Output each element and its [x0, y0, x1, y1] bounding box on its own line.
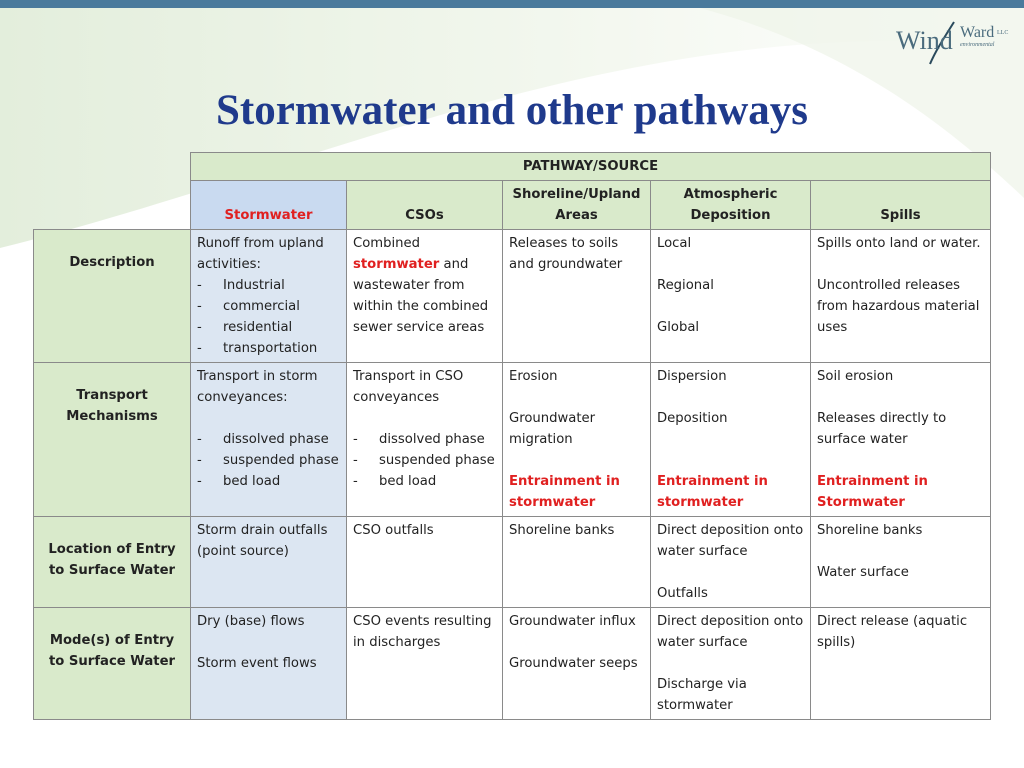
- cell-text: Releases directly to surface water: [817, 411, 947, 447]
- top-accent-bar: [0, 0, 1024, 8]
- cell-text: Shoreline banks: [817, 523, 923, 538]
- cell-text: Global: [657, 320, 700, 335]
- table-row-mode: [34, 608, 991, 720]
- logo-ward-text: Ward: [960, 24, 995, 41]
- cell-text: Direct deposition onto water surface: [657, 614, 804, 650]
- list-item: - residential: [197, 317, 340, 338]
- slide-title: Stormwater and other pathways: [215, 87, 809, 134]
- table-row-location: [34, 517, 991, 608]
- list-item-text: suspended phase: [223, 453, 339, 468]
- cell-description-atmospheric: [651, 230, 811, 363]
- pathway-source-header: PATHWAY/SOURCE: [191, 153, 991, 181]
- cell-description-shoreline: Releases to soils and groundwater: [503, 230, 651, 363]
- cell-text: Runoff from upland activities:: [197, 236, 324, 272]
- cell-description-csos: [347, 230, 503, 363]
- list-item-text: Industrial: [223, 278, 285, 293]
- list-item-text: residential: [223, 320, 293, 335]
- col-header-stormwater: Stormwater: [191, 181, 347, 230]
- col-header-shoreline: Shoreline/Upland Areas: [503, 181, 651, 230]
- list-item-text: transportation: [223, 341, 318, 356]
- cell-mode-stormwater: [191, 608, 347, 720]
- cell-text: Transport in CSO conveyances: [353, 369, 464, 405]
- cell-text: Discharge via stormwater: [657, 677, 747, 713]
- cell-mode-csos: CSO events resulting in discharges: [347, 608, 503, 720]
- cell-text: Regional: [657, 278, 714, 293]
- cell-text: Groundwater seeps: [509, 656, 638, 671]
- cell-text: Transport in storm conveyances:: [197, 369, 318, 405]
- highlight-text: Entrainment in stormwater: [657, 474, 768, 510]
- cell-text: Combined: [353, 236, 420, 251]
- table-row-description: [34, 230, 991, 363]
- row-label-description: Description: [34, 230, 191, 363]
- cell-transport-csos: [347, 363, 503, 517]
- list-item-text: commercial: [223, 299, 300, 314]
- logo-environmental-text: environmental: [960, 42, 995, 48]
- cell-text: and wastewater from within the combined sewer service areas: [353, 257, 489, 335]
- col-header-csos: CSOs: [347, 181, 503, 230]
- list-item: - suspended phase: [197, 450, 340, 471]
- cell-text: Spills onto land or water.: [817, 236, 981, 251]
- row-label-mode: Mode(s) of Entry to Surface Water: [34, 608, 191, 720]
- col-header-spills: Spills: [811, 181, 991, 230]
- list-item: - bed load: [353, 471, 496, 492]
- row-label-location: Location of Entry to Surface Water: [34, 517, 191, 608]
- table-row-transport: [34, 363, 991, 517]
- cell-mode-shoreline: [503, 608, 651, 720]
- list-item: - bed load: [197, 471, 340, 492]
- cell-text: Groundwater influx: [509, 614, 636, 629]
- logo-wind-text: Wind: [896, 26, 953, 55]
- cell-location-stormwater: Storm drain outfalls (point source): [191, 517, 347, 608]
- cell-location-shoreline: Shoreline banks: [503, 517, 651, 608]
- list-item-text: dissolved phase: [379, 432, 485, 447]
- list-item: - dissolved phase: [353, 429, 496, 450]
- cell-text: Soil erosion: [817, 369, 894, 384]
- list-item: - commercial: [197, 296, 340, 317]
- cell-description-spills: [811, 230, 991, 363]
- cell-text: Erosion: [509, 369, 558, 384]
- cell-mode-spills: Direct release (aquatic spills): [811, 608, 991, 720]
- cell-transport-stormwater: [191, 363, 347, 517]
- cell-description-stormwater: [191, 230, 347, 363]
- cell-text: Direct deposition onto water surface: [657, 523, 804, 559]
- list-item-text: suspended phase: [379, 453, 495, 468]
- cell-text: Dispersion: [657, 369, 727, 384]
- logo-llc-text: LLC: [997, 30, 1009, 36]
- highlight-text: Entrainment in Stormwater: [817, 474, 928, 510]
- list-item-text: bed load: [379, 474, 437, 489]
- cell-text: Outfalls: [657, 586, 708, 601]
- list-item: - Industrial: [197, 275, 340, 296]
- highlight-text: Entrainment in stormwater: [509, 474, 620, 510]
- row-label-transport: Transport Mechanisms: [34, 363, 191, 517]
- cell-text: Water surface: [817, 565, 909, 580]
- list-item: - transportation: [197, 338, 340, 359]
- cell-location-atmospheric: [651, 517, 811, 608]
- pathway-table: [33, 152, 991, 720]
- cell-text: Uncontrolled releases from hazardous material uses: [817, 278, 980, 335]
- cell-transport-spills: [811, 363, 991, 517]
- list-item: - dissolved phase: [197, 429, 340, 450]
- windward-logo: [890, 18, 1015, 66]
- cell-location-csos: CSO outfalls: [347, 517, 503, 608]
- list-item-text: bed load: [223, 474, 281, 489]
- cell-mode-atmospheric: [651, 608, 811, 720]
- cell-text: Storm event flows: [197, 656, 317, 671]
- cell-text: Dry (base) flows: [197, 614, 305, 629]
- highlight-text: stormwater: [353, 257, 440, 272]
- cell-text: Local: [657, 236, 692, 251]
- cell-text: Groundwater migration: [509, 411, 596, 447]
- cell-transport-atmospheric: [651, 363, 811, 517]
- corner-empty-cell: [34, 153, 191, 230]
- cell-text: Deposition: [657, 411, 728, 426]
- list-item-text: dissolved phase: [223, 432, 329, 447]
- cell-location-spills: [811, 517, 991, 608]
- col-header-atmospheric: Atmospheric Deposition: [651, 181, 811, 230]
- cell-transport-shoreline: [503, 363, 651, 517]
- list-item: - suspended phase: [353, 450, 496, 471]
